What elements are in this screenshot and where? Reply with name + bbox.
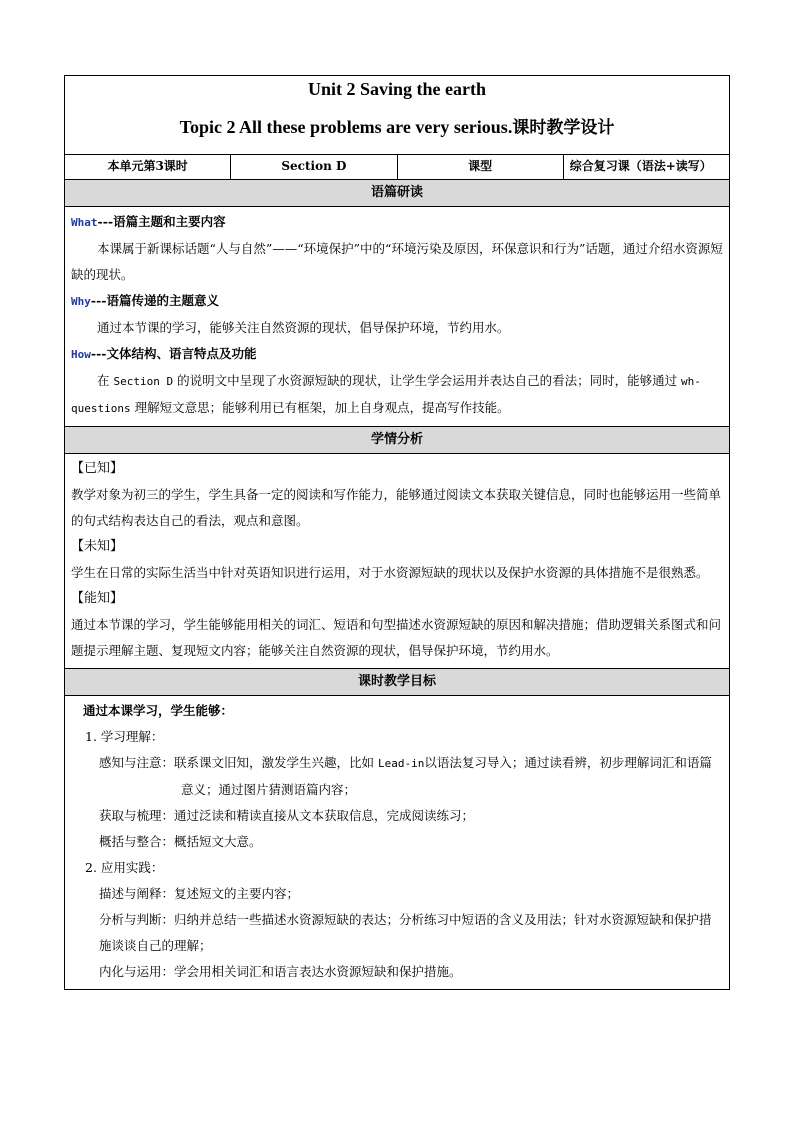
goal-perceive-label: 感知与注意： <box>99 755 175 770</box>
how-heading <box>71 341 723 368</box>
what-title: ---语篇主题和主要内容 <box>97 214 226 229</box>
goal-item-2: 2. 应用实践： <box>85 860 164 875</box>
unknown-text: 学生在日常的实际生活当中针对英语知识进行运用，对于水资源短缺的现状以及保护水资源的具体措施不是很熟悉。 <box>71 565 709 580</box>
goal-perceive-text-a: 联系课文旧知，激发学生兴趣，比如 <box>174 755 378 770</box>
topic-title-en: Topic 2 All these problems are very serious. <box>179 117 513 137</box>
goal-analyze-label: 分析与判断： <box>99 912 175 927</box>
topic-title-cn: 课时教学设计 <box>512 118 615 138</box>
how-text-section: Section D <box>113 375 174 388</box>
how-text <box>71 368 723 422</box>
goal-summarize-label: 概括与整合： <box>99 834 175 849</box>
reading-body <box>65 207 730 427</box>
why-text: 通过本节课的学习，能够关注自然资源的现状，倡导保护环境，节约用水。 <box>97 320 510 335</box>
reading-heading: 语篇研读 <box>65 180 730 207</box>
goal-describe-label: 描述与阐释： <box>99 886 175 901</box>
goal-apply <box>71 959 723 985</box>
goal-acquire-label: 获取与梳理： <box>99 808 175 823</box>
goal-describe <box>71 881 723 907</box>
goals-body <box>65 696 730 990</box>
analysis-body <box>65 454 730 669</box>
known-label: 【已知】 <box>71 461 124 476</box>
how-text-a: 在 <box>97 373 114 388</box>
unknown-label: 【未知】 <box>71 539 124 554</box>
goal-perceive-leadin: Lead-in <box>378 757 425 770</box>
why-keyword: Why <box>71 295 91 308</box>
title-cell <box>65 76 730 155</box>
how-title: ---文体结构、语言特点及功能 <box>90 346 257 361</box>
goals-lead: 通过本课学习，学生能够： <box>83 703 234 718</box>
goal-perceive <box>71 750 723 803</box>
unit-title: Unit 2 Saving the earth <box>307 79 486 99</box>
goal-item-1: 1. 学习理解： <box>85 729 164 744</box>
lesson-type-value: 综合复习课（语法+读写） <box>563 155 729 180</box>
what-keyword: What <box>71 216 98 229</box>
can-text: 通过本节课的学习，学生能够能用相关的词汇、短语和句型描述水资源短缺的原因和解决措施；借助逻辑关系图式和问题提示理解主题、复现短文内容；能够关注自然资源的现状，倡导保护环境，节约用水。 <box>71 617 722 658</box>
why-title: ---语篇传递的主题意义 <box>90 293 219 308</box>
how-keyword: How <box>71 348 91 361</box>
how-text-e: 理解短文意思；能够利用已有框架，加上自身观点，提高写作技能。 <box>130 400 510 415</box>
why-heading <box>71 288 723 315</box>
lesson-type-label: 课型 <box>397 155 563 180</box>
goal-acquire-text: 通过泛读和精读直接从文本获取信息，完成阅读练习； <box>174 808 475 823</box>
goal-summarize <box>71 829 723 855</box>
how-text-c: 的说明文中呈现了水资源短缺的现状，让学生学会运用并表达自己的看法；同时，能够通过 <box>173 373 682 388</box>
goal-perceive-text-c: 以语法复习导入；通过读看辨，初步理解词汇和语篇意义；通过图片猜测语篇内容； <box>181 755 712 797</box>
lesson-plan-table <box>64 75 730 990</box>
goal-describe-text: 复述短文的主要内容； <box>174 886 300 901</box>
goal-analyze <box>71 907 723 959</box>
goal-analyze-text: 归纳并总结一些描述水资源短缺的表达；分析练习中短语的含义及用法；针对水资源短缺和保护措施谈谈自己的理解； <box>99 912 712 953</box>
goal-summarize-text: 概括短文大意。 <box>174 834 262 849</box>
known-text: 教学对象为初三的学生，学生具备一定的阅读和写作能力，能够通过阅读文本获取关键信息，同时也能够运用一些简单的句式结构表达自己的看法，观点和意图。 <box>71 487 722 528</box>
can-label: 【能知】 <box>71 591 124 606</box>
goal-acquire <box>71 803 723 829</box>
lesson-plan-page <box>64 75 730 990</box>
what-text: 本课属于新课标话题“人与自然”——“环境保护”中的“环境污染及原因，环保意识和行为”话题，通过介绍水资源短缺的现状。 <box>71 241 723 282</box>
how-text-wh: wh-questions <box>71 375 701 415</box>
analysis-heading: 学情分析 <box>65 427 730 454</box>
goal-apply-label: 内化与运用： <box>99 964 175 979</box>
lesson-number: 本单元第3课时 <box>65 155 231 180</box>
what-heading <box>71 209 723 236</box>
goal-apply-text: 学会用相关词汇和语言表达水资源短缺和保护措施。 <box>174 964 462 979</box>
goals-heading: 课时教学目标 <box>65 669 730 696</box>
topic-title <box>65 117 729 138</box>
section-name: Section D <box>231 155 397 180</box>
